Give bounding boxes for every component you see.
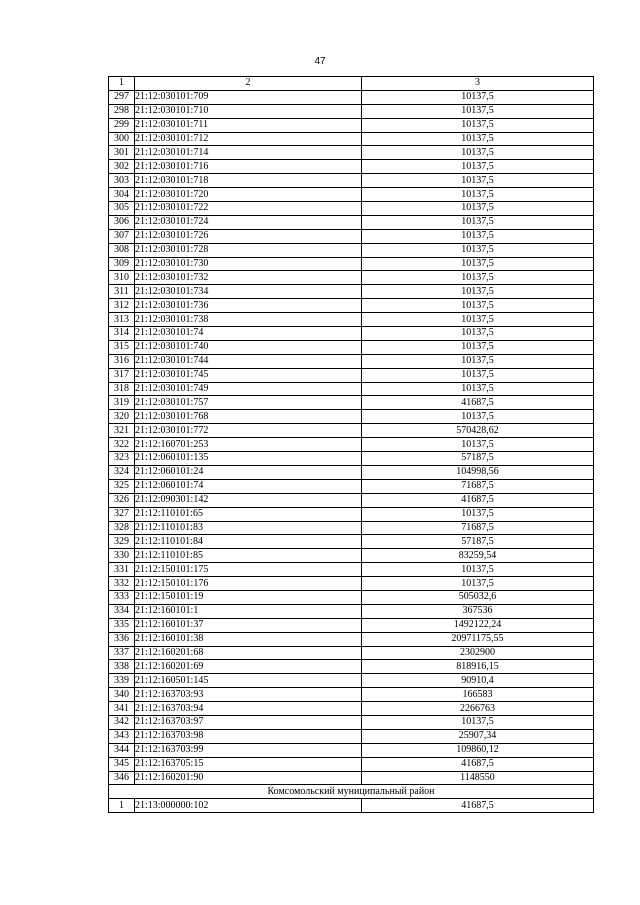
table-row: [109, 465, 594, 479]
header-col-2: 2: [135, 77, 362, 91]
row-number: 300: [109, 132, 135, 146]
table-row: [109, 743, 594, 757]
cadastral-number: 21:12:160101:1: [135, 604, 362, 618]
table-row: [109, 202, 594, 216]
row-value: 505032,6: [362, 590, 594, 604]
cadastral-number: 21:12:030101:745: [135, 368, 362, 382]
row-number: 299: [109, 118, 135, 132]
table-row: [109, 354, 594, 368]
cadastral-number: 21:12:030101:772: [135, 424, 362, 438]
row-value: 10137,5: [362, 132, 594, 146]
row-value: 367536: [362, 604, 594, 618]
cadastral-number: 21:12:030101:724: [135, 215, 362, 229]
row-value: 20971175,55: [362, 632, 594, 646]
header-col-1: 1: [109, 77, 135, 91]
cadastral-number: 21:12:030101:730: [135, 257, 362, 271]
cadastral-number: 21:12:030101:744: [135, 354, 362, 368]
row-value: 10137,5: [362, 313, 594, 327]
row-number: 318: [109, 382, 135, 396]
cadastral-number: 21:12:110101:84: [135, 535, 362, 549]
row-value: 10137,5: [362, 202, 594, 216]
row-value: 10137,5: [362, 188, 594, 202]
row-number: 343: [109, 729, 135, 743]
row-number: 319: [109, 396, 135, 410]
cadastral-number: 21:12:160201:68: [135, 646, 362, 660]
cadastral-number: 21:12:150101:19: [135, 590, 362, 604]
table-row: [109, 549, 594, 563]
table-row: [109, 660, 594, 674]
row-number: 310: [109, 271, 135, 285]
cadastral-number: 21:12:030101:711: [135, 118, 362, 132]
cadastral-number: 21:12:030101:768: [135, 410, 362, 424]
table-row: [109, 452, 594, 466]
cadastral-number: 21:12:030101:736: [135, 299, 362, 313]
table-row: [109, 229, 594, 243]
row-number: 314: [109, 327, 135, 341]
row-value: 41687,5: [362, 396, 594, 410]
row-number: 344: [109, 743, 135, 757]
row-number: 309: [109, 257, 135, 271]
row-number: 321: [109, 424, 135, 438]
row-number: 315: [109, 340, 135, 354]
row-number: 325: [109, 479, 135, 493]
table-row: [109, 535, 594, 549]
table-row: [109, 715, 594, 729]
cadastral-number: 21:12:160201:90: [135, 771, 362, 785]
section-row: [109, 785, 594, 799]
row-number: 341: [109, 702, 135, 716]
table-body: [109, 90, 594, 812]
row-value: 570428,62: [362, 424, 594, 438]
row-value: 818916,15: [362, 660, 594, 674]
row-value: 10137,5: [362, 160, 594, 174]
row-value: 10137,5: [362, 174, 594, 188]
row-number: 335: [109, 618, 135, 632]
table-row: [109, 340, 594, 354]
row-value: 109860,12: [362, 743, 594, 757]
table-row: [109, 410, 594, 424]
cadastral-number: 21:12:163703:93: [135, 688, 362, 702]
table-row: [109, 729, 594, 743]
table-row: [109, 271, 594, 285]
cadastral-number: 21:12:030101:732: [135, 271, 362, 285]
row-number: 301: [109, 146, 135, 160]
row-value: 2266763: [362, 702, 594, 716]
table-row: [109, 702, 594, 716]
row-number: 324: [109, 465, 135, 479]
row-number: 304: [109, 188, 135, 202]
row-number: 305: [109, 202, 135, 216]
row-number: 342: [109, 715, 135, 729]
row-value: 10137,5: [362, 563, 594, 577]
cadastral-number: 21:12:030101:722: [135, 202, 362, 216]
row-number: 346: [109, 771, 135, 785]
cadastral-number: 21:12:163703:98: [135, 729, 362, 743]
row-number: 328: [109, 521, 135, 535]
row-value: 10137,5: [362, 90, 594, 104]
cadastral-number: 21:12:030101:740: [135, 340, 362, 354]
row-number: 339: [109, 674, 135, 688]
cadastral-number: 21:12:163703:99: [135, 743, 362, 757]
table-row: [109, 604, 594, 618]
row-value: 10137,5: [362, 271, 594, 285]
row-number: 326: [109, 493, 135, 507]
cadastral-number: 21:12:160101:37: [135, 618, 362, 632]
row-number: 332: [109, 577, 135, 591]
row-number: 340: [109, 688, 135, 702]
table-row: [109, 104, 594, 118]
row-number: 311: [109, 285, 135, 299]
cadastral-table: [108, 76, 594, 813]
cadastral-number: 21:12:150101:176: [135, 577, 362, 591]
table-row: [109, 118, 594, 132]
row-number: 333: [109, 590, 135, 604]
table-row: [109, 299, 594, 313]
row-value: 25907,34: [362, 729, 594, 743]
row-value: 10137,5: [362, 577, 594, 591]
table-row: [109, 160, 594, 174]
cadastral-number: 21:12:030101:726: [135, 229, 362, 243]
cadastral-number: 21:13:000000:102: [135, 799, 362, 813]
cadastral-number: 21:12:030101:720: [135, 188, 362, 202]
row-value: 10137,5: [362, 285, 594, 299]
row-value: 71687,5: [362, 479, 594, 493]
cadastral-number: 21:12:110101:85: [135, 549, 362, 563]
table-row: [109, 757, 594, 771]
row-value: 10137,5: [362, 410, 594, 424]
row-value: 10137,5: [362, 340, 594, 354]
table-row: [109, 479, 594, 493]
row-number: 307: [109, 229, 135, 243]
row-number: 302: [109, 160, 135, 174]
cadastral-number: 21:12:030101:710: [135, 104, 362, 118]
row-number: 322: [109, 438, 135, 452]
row-value: 104998,56: [362, 465, 594, 479]
table-row: [109, 146, 594, 160]
cadastral-number: 21:12:060101:135: [135, 452, 362, 466]
row-value: 10137,5: [362, 299, 594, 313]
cadastral-number: 21:12:060101:74: [135, 479, 362, 493]
row-value: 10137,5: [362, 507, 594, 521]
cadastral-number: 21:12:030101:74: [135, 327, 362, 341]
row-number: 317: [109, 368, 135, 382]
table-row: [109, 368, 594, 382]
table-row: [109, 563, 594, 577]
table-row: [109, 618, 594, 632]
row-number: 345: [109, 757, 135, 771]
row-value: 57187,5: [362, 535, 594, 549]
row-value: 10137,5: [362, 243, 594, 257]
row-number: 320: [109, 410, 135, 424]
header-row: [109, 77, 594, 91]
row-number: 338: [109, 660, 135, 674]
row-number: 312: [109, 299, 135, 313]
row-value: 10137,5: [362, 327, 594, 341]
row-number: 297: [109, 90, 135, 104]
table-row: [109, 313, 594, 327]
row-value: 41687,5: [362, 799, 594, 813]
page-number: 47: [314, 56, 326, 67]
cadastral-number: 21:12:030101:738: [135, 313, 362, 327]
table-row: [109, 493, 594, 507]
row-value: 57187,5: [362, 452, 594, 466]
table-row: [109, 521, 594, 535]
row-value: 10137,5: [362, 368, 594, 382]
table-row: [109, 424, 594, 438]
cadastral-number: 21:12:030101:709: [135, 90, 362, 104]
row-number: 329: [109, 535, 135, 549]
row-value: 10137,5: [362, 215, 594, 229]
table-row: [109, 688, 594, 702]
table-row: [109, 285, 594, 299]
table-row: [109, 646, 594, 660]
cadastral-number: 21:12:163703:94: [135, 702, 362, 716]
cadastral-number: 21:12:163705:15: [135, 757, 362, 771]
row-value: 10137,5: [362, 118, 594, 132]
cadastral-number: 21:12:110101:83: [135, 521, 362, 535]
cadastral-number: 21:12:160201:69: [135, 660, 362, 674]
table-row: [109, 396, 594, 410]
table-row: [109, 243, 594, 257]
table-row: [109, 257, 594, 271]
section-title: Комсомольский муниципальный район: [109, 785, 594, 799]
table-row: [109, 382, 594, 396]
cadastral-number: 21:12:160101:38: [135, 632, 362, 646]
row-number: 316: [109, 354, 135, 368]
row-number: 303: [109, 174, 135, 188]
row-value: 1492122,24: [362, 618, 594, 632]
table-row: [109, 577, 594, 591]
table-row: [109, 799, 594, 813]
table-row: [109, 632, 594, 646]
row-value: 41687,5: [362, 493, 594, 507]
cadastral-number: 21:12:030101:712: [135, 132, 362, 146]
table-row: [109, 90, 594, 104]
table-row: [109, 507, 594, 521]
cadastral-number: 21:12:030101:749: [135, 382, 362, 396]
row-number: 337: [109, 646, 135, 660]
row-number: 313: [109, 313, 135, 327]
row-value: 10137,5: [362, 229, 594, 243]
cadastral-number: 21:12:030101:718: [135, 174, 362, 188]
row-value: 71687,5: [362, 521, 594, 535]
row-value: 90910,4: [362, 674, 594, 688]
table-row: [109, 674, 594, 688]
table-row: [109, 188, 594, 202]
row-value: 83259,54: [362, 549, 594, 563]
cadastral-number: 21:12:090301:142: [135, 493, 362, 507]
row-number: 1: [109, 799, 135, 813]
row-value: 41687,5: [362, 757, 594, 771]
cadastral-number: 21:12:150101:175: [135, 563, 362, 577]
row-value: 10137,5: [362, 354, 594, 368]
table-row: [109, 771, 594, 785]
table-header: [109, 77, 594, 91]
row-value: 2302900: [362, 646, 594, 660]
cadastral-number: 21:12:030101:716: [135, 160, 362, 174]
row-value: 10137,5: [362, 257, 594, 271]
cadastral-number: 21:12:030101:714: [135, 146, 362, 160]
row-value: 10137,5: [362, 715, 594, 729]
table-row: [109, 174, 594, 188]
header-col-3: 3: [362, 77, 594, 91]
row-number: 336: [109, 632, 135, 646]
cadastral-number: 21:12:060101:24: [135, 465, 362, 479]
row-number: 306: [109, 215, 135, 229]
cadastral-number: 21:12:163703:97: [135, 715, 362, 729]
cadastral-number: 21:12:030101:757: [135, 396, 362, 410]
cadastral-number: 21:12:160501:145: [135, 674, 362, 688]
row-number: 327: [109, 507, 135, 521]
row-number: 308: [109, 243, 135, 257]
row-value: 10137,5: [362, 104, 594, 118]
row-value: 1148550: [362, 771, 594, 785]
row-value: 166583: [362, 688, 594, 702]
table-row: [109, 438, 594, 452]
table-row: [109, 215, 594, 229]
table-row: [109, 327, 594, 341]
cadastral-number: 21:12:160701:253: [135, 438, 362, 452]
row-value: 10137,5: [362, 438, 594, 452]
row-number: 330: [109, 549, 135, 563]
cadastral-number: 21:12:030101:734: [135, 285, 362, 299]
row-number: 323: [109, 452, 135, 466]
row-number: 331: [109, 563, 135, 577]
cadastral-number: 21:12:030101:728: [135, 243, 362, 257]
row-number: 334: [109, 604, 135, 618]
table-row: [109, 132, 594, 146]
row-value: 10137,5: [362, 382, 594, 396]
row-number: 298: [109, 104, 135, 118]
table-row: [109, 590, 594, 604]
cadastral-number: 21:12:110101:65: [135, 507, 362, 521]
row-value: 10137,5: [362, 146, 594, 160]
